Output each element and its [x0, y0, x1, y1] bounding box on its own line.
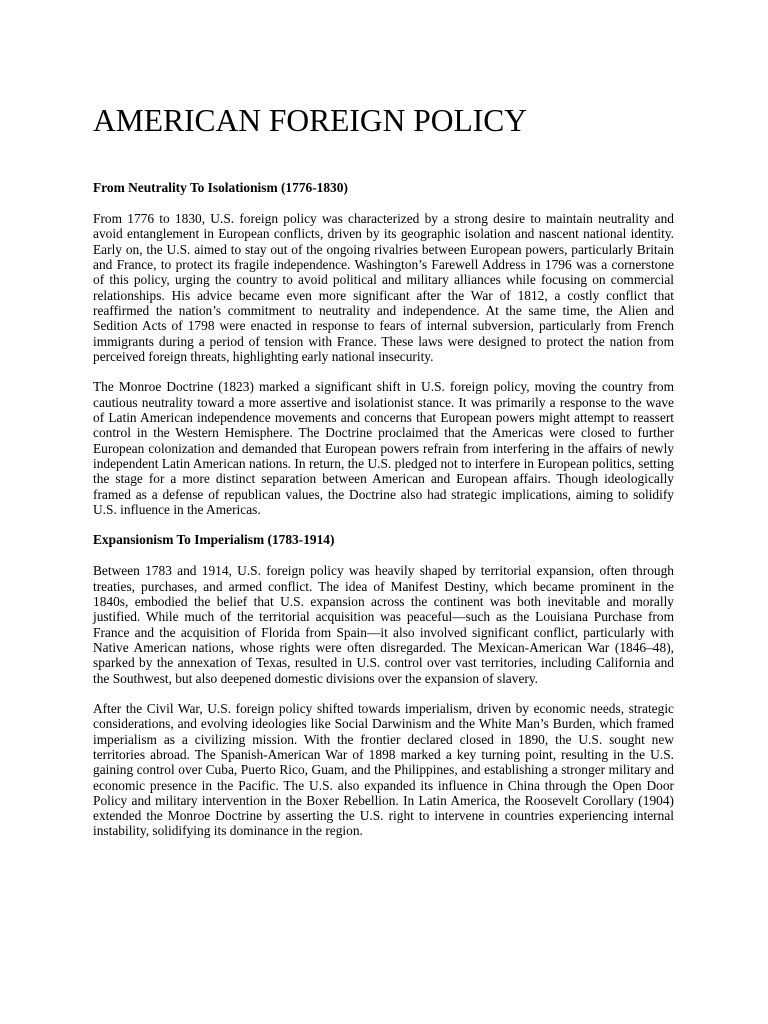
document-title: AMERICAN FOREIGN POLICY — [93, 103, 528, 138]
document-body — [93, 103, 674, 854]
paragraph: Between 1783 and 1914, U.S. foreign policy was heavily shaped by territorial expansion, often through treaties, purchases, and armed conflict. The idea of Manifest Destiny, which became prominent in the 1840s, embodied the belief that U.S. expansion across the continent was both inevitable and morally justified. While much of the territorial acquisition was peaceful—such as the Louisiana Purchase from France and the acquisition of Florida from Spain—it also involved significant conflict, particularly with Native American nations, whose rights were often disregarded. The Mexican-American War (1846–48), sparked by the annexation of Texas, resulted in U.S. control over vast territories, including California and the Southwest, but also deepened domestic divisions over the expansion of slavery. — [93, 563, 674, 686]
paragraph: After the Civil War, U.S. foreign policy shifted towards imperialism, driven by economic needs, strategic considerations, and evolving ideologies like Social Darwinism and the White Man’s Burden, which framed imperialism as a civilizing mission. With the frontier declared closed in 1890, the U.S. sought new territories abroad. The Spanish-American War of 1898 marked a key turning point, resulting in the U.S. gaining control over Cuba, Puerto Rico, Guam, and the Philippines, and establishing a stronger military and economic presence in the Pacific. The U.S. also expanded its influence in China through the Open Door Policy and military intervention in the Boxer Rebellion. In Latin America, the Roosevelt Corollary (1904) extended the Monroe Doctrine by asserting the U.S. right to intervene in countries experiencing internal instability, solidifying its dominance in the region. — [93, 700, 674, 839]
paragraph: The Monroe Doctrine (1823) marked a significant shift in U.S. foreign policy, moving the country from cautious neutrality toward a more assertive and isolationist stance. It was primarily a response to the wave of Latin American independence movements and concerns that European powers might attempt to reassert control in the Western Hemisphere. The Doctrine proclaimed that the Americas were closed to further European colonization and demanded that European powers refrain from interfering in the affairs of newly independent Latin American nations. In return, the U.S. pledged not to interfere in European politics, setting the stage for a more distinct separation between American and European affairs. Though ideologically framed as a defense of republican values, the Doctrine also had strategic implications, aiming to solidify U.S. influence in the Americas. — [93, 379, 674, 517]
section-neutrality-to-isolationism — [93, 180, 674, 517]
paragraph: From 1776 to 1830, U.S. foreign policy was characterized by a strong desire to maintain neutrality and avoid entanglement in European conflicts, driven by its geographic isolation and nascent national identity. Early on, the U.S. aimed to stay out of the ongoing rivalries between European powers, particularly Britain and France, to protect its fragile independence. Washington’s Farewell Address in 1796 was a cornerstone of this policy, urging the country to avoid political and military alliances while focusing on commercial relationships. His advice became even more significant after the War of 1812, a costly conflict that reaffirmed the nation’s commitment to neutrality and independence. At the same time, the Alien and Sedition Acts of 1798 were enacted in response to fears of internal subversion, particularly from French immigrants during a period of tension with France. These laws were designed to protect the nation from perceived foreign threats, highlighting early national insecurity. — [93, 211, 674, 364]
section-heading: From Neutrality To Isolationism (1776-1830) — [93, 180, 348, 195]
section-expansionism-to-imperialism — [93, 532, 674, 839]
section-heading: Expansionism To Imperialism (1783-1914) — [93, 532, 335, 548]
